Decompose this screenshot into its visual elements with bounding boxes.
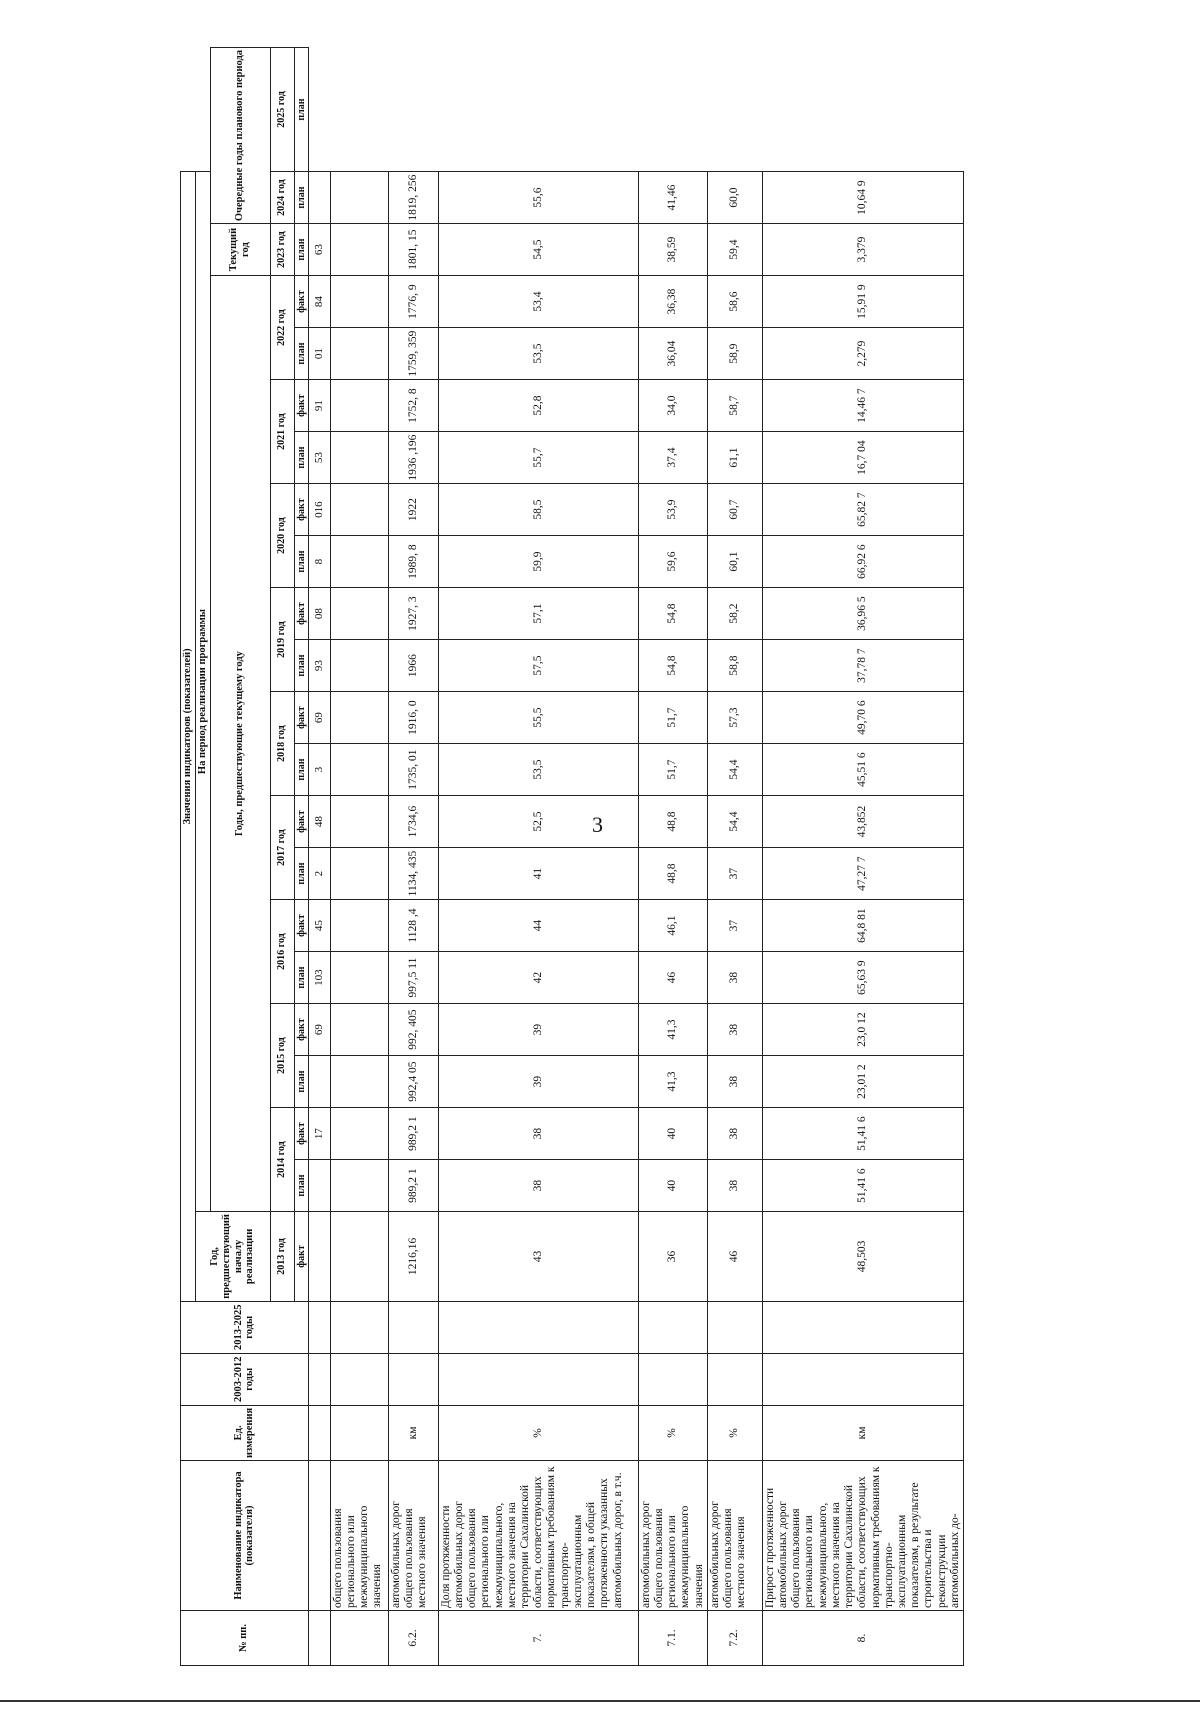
- header-plan: план: [294, 640, 308, 692]
- value-cell: 38: [707, 952, 762, 1004]
- value-cell: 14,46 7: [762, 380, 963, 432]
- header-values: Значения индикаторов (показателей): [181, 172, 196, 1302]
- header-plan: план: [294, 1056, 308, 1108]
- value-cell: 52,5: [438, 796, 638, 848]
- value-cell: 1927, 3: [388, 588, 438, 640]
- empty-cell: [388, 1353, 438, 1405]
- header-plan: план: [294, 224, 308, 276]
- value-cell: 40: [638, 1160, 707, 1212]
- value-cell: 1989, 8: [388, 536, 438, 588]
- value-cell: 58,2: [707, 588, 762, 640]
- value-cell: 37,4: [638, 432, 707, 484]
- value-cell: 1734,6: [388, 796, 438, 848]
- header-fact: факт: [294, 588, 308, 640]
- value-cell: [330, 224, 388, 276]
- code-cell: 93: [308, 640, 330, 692]
- table-row: [762, 47, 963, 1665]
- header-plan: план: [294, 952, 308, 1004]
- header-plan: план: [294, 47, 308, 171]
- header-2013-2025: 2013-2025 годы: [181, 1301, 309, 1353]
- header-name: Наименование индикатора (показателя): [181, 1461, 309, 1611]
- unit-cell: км: [762, 1405, 963, 1460]
- value-cell: 46: [707, 1212, 762, 1302]
- value-cell: 992,4 05: [388, 1056, 438, 1108]
- value-cell: 1916, 0: [388, 692, 438, 744]
- empty-cell: [762, 1301, 963, 1353]
- value-cell: 37: [707, 900, 762, 952]
- value-cell: 41,3: [638, 1004, 707, 1056]
- value-cell: 49,70 6: [762, 692, 963, 744]
- value-cell: 38: [707, 1160, 762, 1212]
- value-cell: 59,9: [438, 536, 638, 588]
- value-cell: 54,5: [438, 224, 638, 276]
- value-cell: 55,7: [438, 432, 638, 484]
- value-cell: 60,1: [707, 536, 762, 588]
- code-cell: 63: [308, 224, 330, 276]
- value-cell: 36: [638, 1212, 707, 1302]
- header-plan: план: [294, 432, 308, 484]
- value-cell: 48,503: [762, 1212, 963, 1302]
- code-cell: 08: [308, 588, 330, 640]
- header-plan: план: [294, 744, 308, 796]
- row-number: 7.1.: [638, 1611, 707, 1666]
- value-cell: 58,7: [707, 380, 762, 432]
- code-cell: [308, 1056, 330, 1108]
- unit-cell: %: [638, 1405, 707, 1460]
- value-cell: 1735, 01: [388, 744, 438, 796]
- value-cell: 992, 405: [388, 1004, 438, 1056]
- value-cell: 42: [438, 952, 638, 1004]
- header-current-year: Текущий год: [210, 224, 270, 276]
- value-cell: 15,91 9: [762, 276, 963, 328]
- value-cell: 53,4: [438, 276, 638, 328]
- value-cell: 55,6: [438, 172, 638, 224]
- value-cell: 60,7: [707, 484, 762, 536]
- code-cell: [308, 1353, 330, 1405]
- header-plan: план: [294, 536, 308, 588]
- value-cell: [330, 796, 388, 848]
- value-cell: [330, 588, 388, 640]
- table-row: [330, 47, 388, 1665]
- header-planned: Очередные годы планового периода: [210, 47, 270, 223]
- empty-cell: [638, 1301, 707, 1353]
- bottom-border-line: [0, 1700, 1200, 1702]
- header-y2014: 2014 год: [270, 1108, 294, 1212]
- header-fact: факт: [294, 1108, 308, 1160]
- page-number: 3: [592, 812, 603, 837]
- value-cell: 52,8: [438, 380, 638, 432]
- value-cell: 36,38: [638, 276, 707, 328]
- code-cell: [308, 1212, 330, 1302]
- header-unit: Ед. измерения: [181, 1405, 309, 1460]
- value-cell: 54,4: [707, 796, 762, 848]
- table-row: [388, 47, 438, 1665]
- value-cell: 58,5: [438, 484, 638, 536]
- code-cell: 45: [308, 900, 330, 952]
- empty-cell: [707, 1353, 762, 1405]
- code-cell: 91: [308, 380, 330, 432]
- value-cell: [330, 744, 388, 796]
- value-cell: 989,2 1: [388, 1108, 438, 1160]
- indicators-table: [180, 47, 964, 1666]
- value-cell: [330, 172, 388, 224]
- table-row: [438, 47, 638, 1665]
- header-plan: план: [294, 1160, 308, 1212]
- header-prev-years: Годы, предшествующие текущему году: [210, 276, 270, 1212]
- value-cell: 39: [438, 1004, 638, 1056]
- value-cell: 41: [438, 848, 638, 900]
- code-cell: 53: [308, 432, 330, 484]
- header-y2016: 2016 год: [270, 900, 294, 1004]
- empty-cell: [638, 1353, 707, 1405]
- header-fact: факт: [294, 796, 308, 848]
- row-number: 7.: [438, 1611, 638, 1666]
- value-cell: 1128 ,4: [388, 900, 438, 952]
- header-y2020: 2020 год: [270, 484, 294, 588]
- header-2003-2012: 2003-2012 годы: [181, 1353, 309, 1405]
- row-number: 6.2.: [388, 1611, 438, 1666]
- value-cell: 38: [438, 1108, 638, 1160]
- header-y2019: 2019 год: [270, 588, 294, 692]
- value-cell: 38: [707, 1108, 762, 1160]
- value-cell: 3,379: [762, 224, 963, 276]
- indicator-name: Доля протяженности автомобильных дорог общего пользования регионального или межмуниципального, местного значения на территории Сахалинской области, соответствующих нормативным требованиям к транспортно-эксплуатационным показателям, в общей протяженности указанных автомобильных дорог, в т.ч.: [438, 1461, 638, 1611]
- header-y2018: 2018 год: [270, 692, 294, 796]
- empty-cell: [330, 1301, 388, 1353]
- value-cell: 1819, 256: [388, 172, 438, 224]
- header-fact: факт: [294, 1004, 308, 1056]
- value-cell: 55,5: [438, 692, 638, 744]
- value-cell: 51,41 6: [762, 1108, 963, 1160]
- header-period: На период реализации программы: [195, 172, 210, 1212]
- value-cell: 44: [438, 900, 638, 952]
- value-cell: 1216,16: [388, 1212, 438, 1302]
- code-cell: [308, 1301, 330, 1353]
- unit-cell: %: [707, 1405, 762, 1460]
- value-cell: [330, 900, 388, 952]
- value-cell: 39: [438, 1056, 638, 1108]
- value-cell: 1922: [388, 484, 438, 536]
- value-cell: 1759, 359: [388, 328, 438, 380]
- empty-cell: [438, 1301, 638, 1353]
- table-body: [330, 47, 963, 1665]
- value-cell: 23,0 12: [762, 1004, 963, 1056]
- value-cell: 45,51 6: [762, 744, 963, 796]
- value-cell: 47,27 7: [762, 848, 963, 900]
- code-cell: 69: [308, 1004, 330, 1056]
- header-y2025: 2025 год: [270, 47, 294, 171]
- value-cell: 51,7: [638, 692, 707, 744]
- header-pre-year: Год, предшествующий началу реализации: [195, 1212, 270, 1302]
- header-plan: план: [294, 328, 308, 380]
- value-cell: 58,6: [707, 276, 762, 328]
- header-y2021: 2021 год: [270, 380, 294, 484]
- value-cell: [330, 1212, 388, 1302]
- code-cell: [308, 172, 330, 224]
- header-y2013: 2013 год: [270, 1212, 294, 1302]
- value-cell: 16,7 04: [762, 432, 963, 484]
- value-cell: [330, 640, 388, 692]
- value-cell: 2,279: [762, 328, 963, 380]
- value-cell: 65,63 9: [762, 952, 963, 1004]
- value-cell: [330, 536, 388, 588]
- value-cell: 10,64 9: [762, 172, 963, 224]
- value-cell: 60,0: [707, 172, 762, 224]
- value-cell: 36,04: [638, 328, 707, 380]
- row-number: [330, 1611, 388, 1666]
- value-cell: 37: [707, 848, 762, 900]
- value-cell: 51,7: [638, 744, 707, 796]
- value-cell: [330, 1160, 388, 1212]
- value-cell: 1776, 9: [388, 276, 438, 328]
- value-cell: 66,92 6: [762, 536, 963, 588]
- value-cell: 23,01 2: [762, 1056, 963, 1108]
- value-cell: 65,82 7: [762, 484, 963, 536]
- value-cell: 58,9: [707, 328, 762, 380]
- row-number: 7.2.: [707, 1611, 762, 1666]
- value-cell: [330, 276, 388, 328]
- value-cell: 54,8: [638, 640, 707, 692]
- code-cell: [308, 1461, 330, 1611]
- row-number: 8.: [762, 1611, 963, 1666]
- code-cell: [308, 1611, 330, 1666]
- empty-cell: [707, 1301, 762, 1353]
- header-y2023: 2023 год: [270, 224, 294, 276]
- value-cell: 37,78 7: [762, 640, 963, 692]
- code-cell: 17: [308, 1108, 330, 1160]
- value-cell: 61,1: [707, 432, 762, 484]
- indicator-name: Прирост протяженности автомобильных дорог общего пользования регионального или межмуниципального, местного значения на территории Сахалинской области, соответствующих нормативным требованиям к транспортно-эксплуатационным показателям, в результате строительства и реконструкции автомобильных до-: [762, 1461, 963, 1611]
- header-fact: факт: [294, 1212, 308, 1302]
- code-cell: 2: [308, 848, 330, 900]
- value-cell: 1752, 8: [388, 380, 438, 432]
- header-num: № пп.: [181, 1611, 309, 1666]
- value-cell: [330, 484, 388, 536]
- header-fact: факт: [294, 276, 308, 328]
- value-cell: 1134, 435: [388, 848, 438, 900]
- value-cell: [330, 1004, 388, 1056]
- value-cell: [330, 848, 388, 900]
- value-cell: 38: [707, 1004, 762, 1056]
- value-cell: 38: [438, 1160, 638, 1212]
- header-y2024: 2024 год: [270, 172, 294, 224]
- indicator-name: общего пользования регионального или межмуниципального значения: [330, 1461, 388, 1611]
- value-cell: 51,41 6: [762, 1160, 963, 1212]
- code-cell: 3: [308, 744, 330, 796]
- header-fact: факт: [294, 484, 308, 536]
- header-fact: факт: [294, 380, 308, 432]
- value-cell: 40: [638, 1108, 707, 1160]
- value-cell: 57,5: [438, 640, 638, 692]
- value-cell: 54,8: [638, 588, 707, 640]
- value-cell: 43: [438, 1212, 638, 1302]
- unit-cell: [330, 1405, 388, 1460]
- header-fact: факт: [294, 692, 308, 744]
- value-cell: [330, 328, 388, 380]
- value-cell: 38: [707, 1056, 762, 1108]
- code-cell: 8: [308, 536, 330, 588]
- value-cell: 59,6: [638, 536, 707, 588]
- value-cell: 53,5: [438, 328, 638, 380]
- value-cell: 59,4: [707, 224, 762, 276]
- value-cell: 64,8 81: [762, 900, 963, 952]
- code-cell: 103: [308, 952, 330, 1004]
- value-cell: 53,5: [438, 744, 638, 796]
- value-cell: 34,0: [638, 380, 707, 432]
- value-cell: 57,3: [707, 692, 762, 744]
- code-cell: [308, 1160, 330, 1212]
- code-cell: [308, 1405, 330, 1460]
- value-cell: 48,8: [638, 796, 707, 848]
- header-y2022: 2022 год: [270, 276, 294, 380]
- indicator-name: автомобильных дорог общего пользования местного значения: [388, 1461, 438, 1611]
- empty-cell: [762, 1353, 963, 1405]
- value-cell: 58,8: [707, 640, 762, 692]
- table-row: [707, 47, 762, 1665]
- value-cell: 1801, 15: [388, 224, 438, 276]
- value-cell: 46,1: [638, 900, 707, 952]
- value-cell: 57,1: [438, 588, 638, 640]
- indicator-name: автомобильных дорог общего пользования местного значения: [707, 1461, 762, 1611]
- value-cell: 989,2 1: [388, 1160, 438, 1212]
- empty-cell: [388, 1301, 438, 1353]
- value-cell: [330, 692, 388, 744]
- unit-cell: км: [388, 1405, 438, 1460]
- header-plan: план: [294, 172, 308, 224]
- empty-cell: [330, 1353, 388, 1405]
- value-cell: 41,46: [638, 172, 707, 224]
- value-cell: [330, 432, 388, 484]
- table-row: [638, 47, 707, 1665]
- code-cell: 69: [308, 692, 330, 744]
- value-cell: [330, 380, 388, 432]
- value-cell: 38,59: [638, 224, 707, 276]
- empty-cell: [438, 1353, 638, 1405]
- header-y2015: 2015 год: [270, 1004, 294, 1108]
- value-cell: 53,9: [638, 484, 707, 536]
- value-cell: 43,852: [762, 796, 963, 848]
- indicator-name: автомобильных дорог общего пользования регионального или межмуниципального значения: [638, 1461, 707, 1611]
- value-cell: 36,96 5: [762, 588, 963, 640]
- value-cell: 41,3: [638, 1056, 707, 1108]
- header-y2017: 2017 год: [270, 796, 294, 900]
- value-cell: 1966: [388, 640, 438, 692]
- code-cell: 48: [308, 796, 330, 848]
- code-cell: 84: [308, 276, 330, 328]
- unit-cell: %: [438, 1405, 638, 1460]
- value-cell: 997,5 11: [388, 952, 438, 1004]
- value-cell: 1936 ,196: [388, 432, 438, 484]
- header-plan: план: [294, 848, 308, 900]
- code-cell: 01: [308, 328, 330, 380]
- value-cell: [330, 952, 388, 1004]
- header-fact: факт: [294, 900, 308, 952]
- value-cell: [330, 1056, 388, 1108]
- code-cell: 016: [308, 484, 330, 536]
- value-cell: 54,4: [707, 744, 762, 796]
- value-cell: 46: [638, 952, 707, 1004]
- value-cell: 48,8: [638, 848, 707, 900]
- value-cell: [330, 1108, 388, 1160]
